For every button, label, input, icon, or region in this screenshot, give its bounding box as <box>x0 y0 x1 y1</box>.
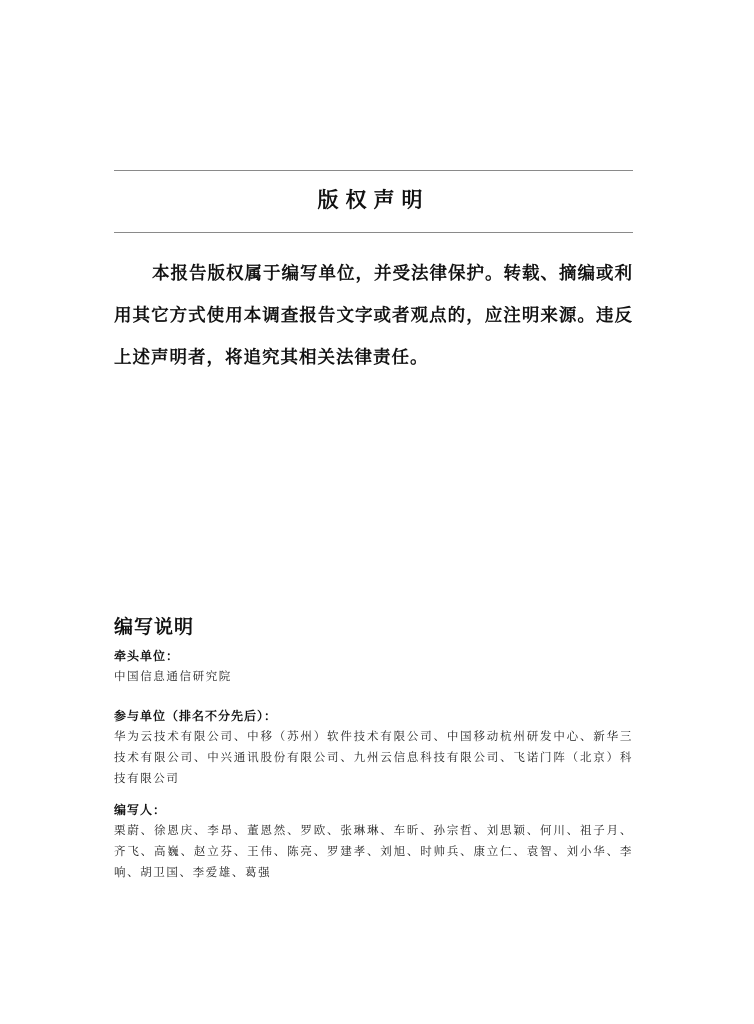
participants-label: 参与单位（排名不分先后）： <box>114 709 278 723</box>
participants-text: 华为云技术有限公司、中移（苏州）软件技术有限公司、中国移动杭州研发中心、新华三技术有限公司、中兴通讯股份有限公司、九州云信息科技有限公司、飞诺门阵（北京）科技有限公司 <box>114 729 633 785</box>
authors-label: 编写人： <box>114 803 167 817</box>
authors-text: 栗蔚、徐恩庆、李昂、董恩然、罗欧、张琳琳、车昕、孙宗哲、刘思颖、何川、祖子月、齐飞、高巍、赵立芬、王伟、陈亮、罗建孝、刘旭、时帅兵、康立仁、袁智、刘小华、李响、胡卫国、李爱雄、葛强 <box>114 823 633 879</box>
lead-unit-text: 中国信息通信研究院 <box>114 669 232 683</box>
writing-notes-title: 编写说明 <box>114 616 195 638</box>
authors-section <box>114 800 633 883</box>
bottom-divider <box>114 232 633 233</box>
lead-unit-label: 牵头单位： <box>114 649 180 663</box>
participants-section <box>114 706 633 789</box>
top-divider <box>114 170 633 171</box>
copyright-statement: 本报告版权属于编写单位，并受法律保护。转载、摘编或利用其它方式使用本调查报告文字或者观点的，应注明来源。违反上述声明者，将追究其相关法律责任。 <box>114 264 633 368</box>
lead-unit-section <box>114 646 633 687</box>
copyright-title: 版权声明 <box>317 187 430 212</box>
